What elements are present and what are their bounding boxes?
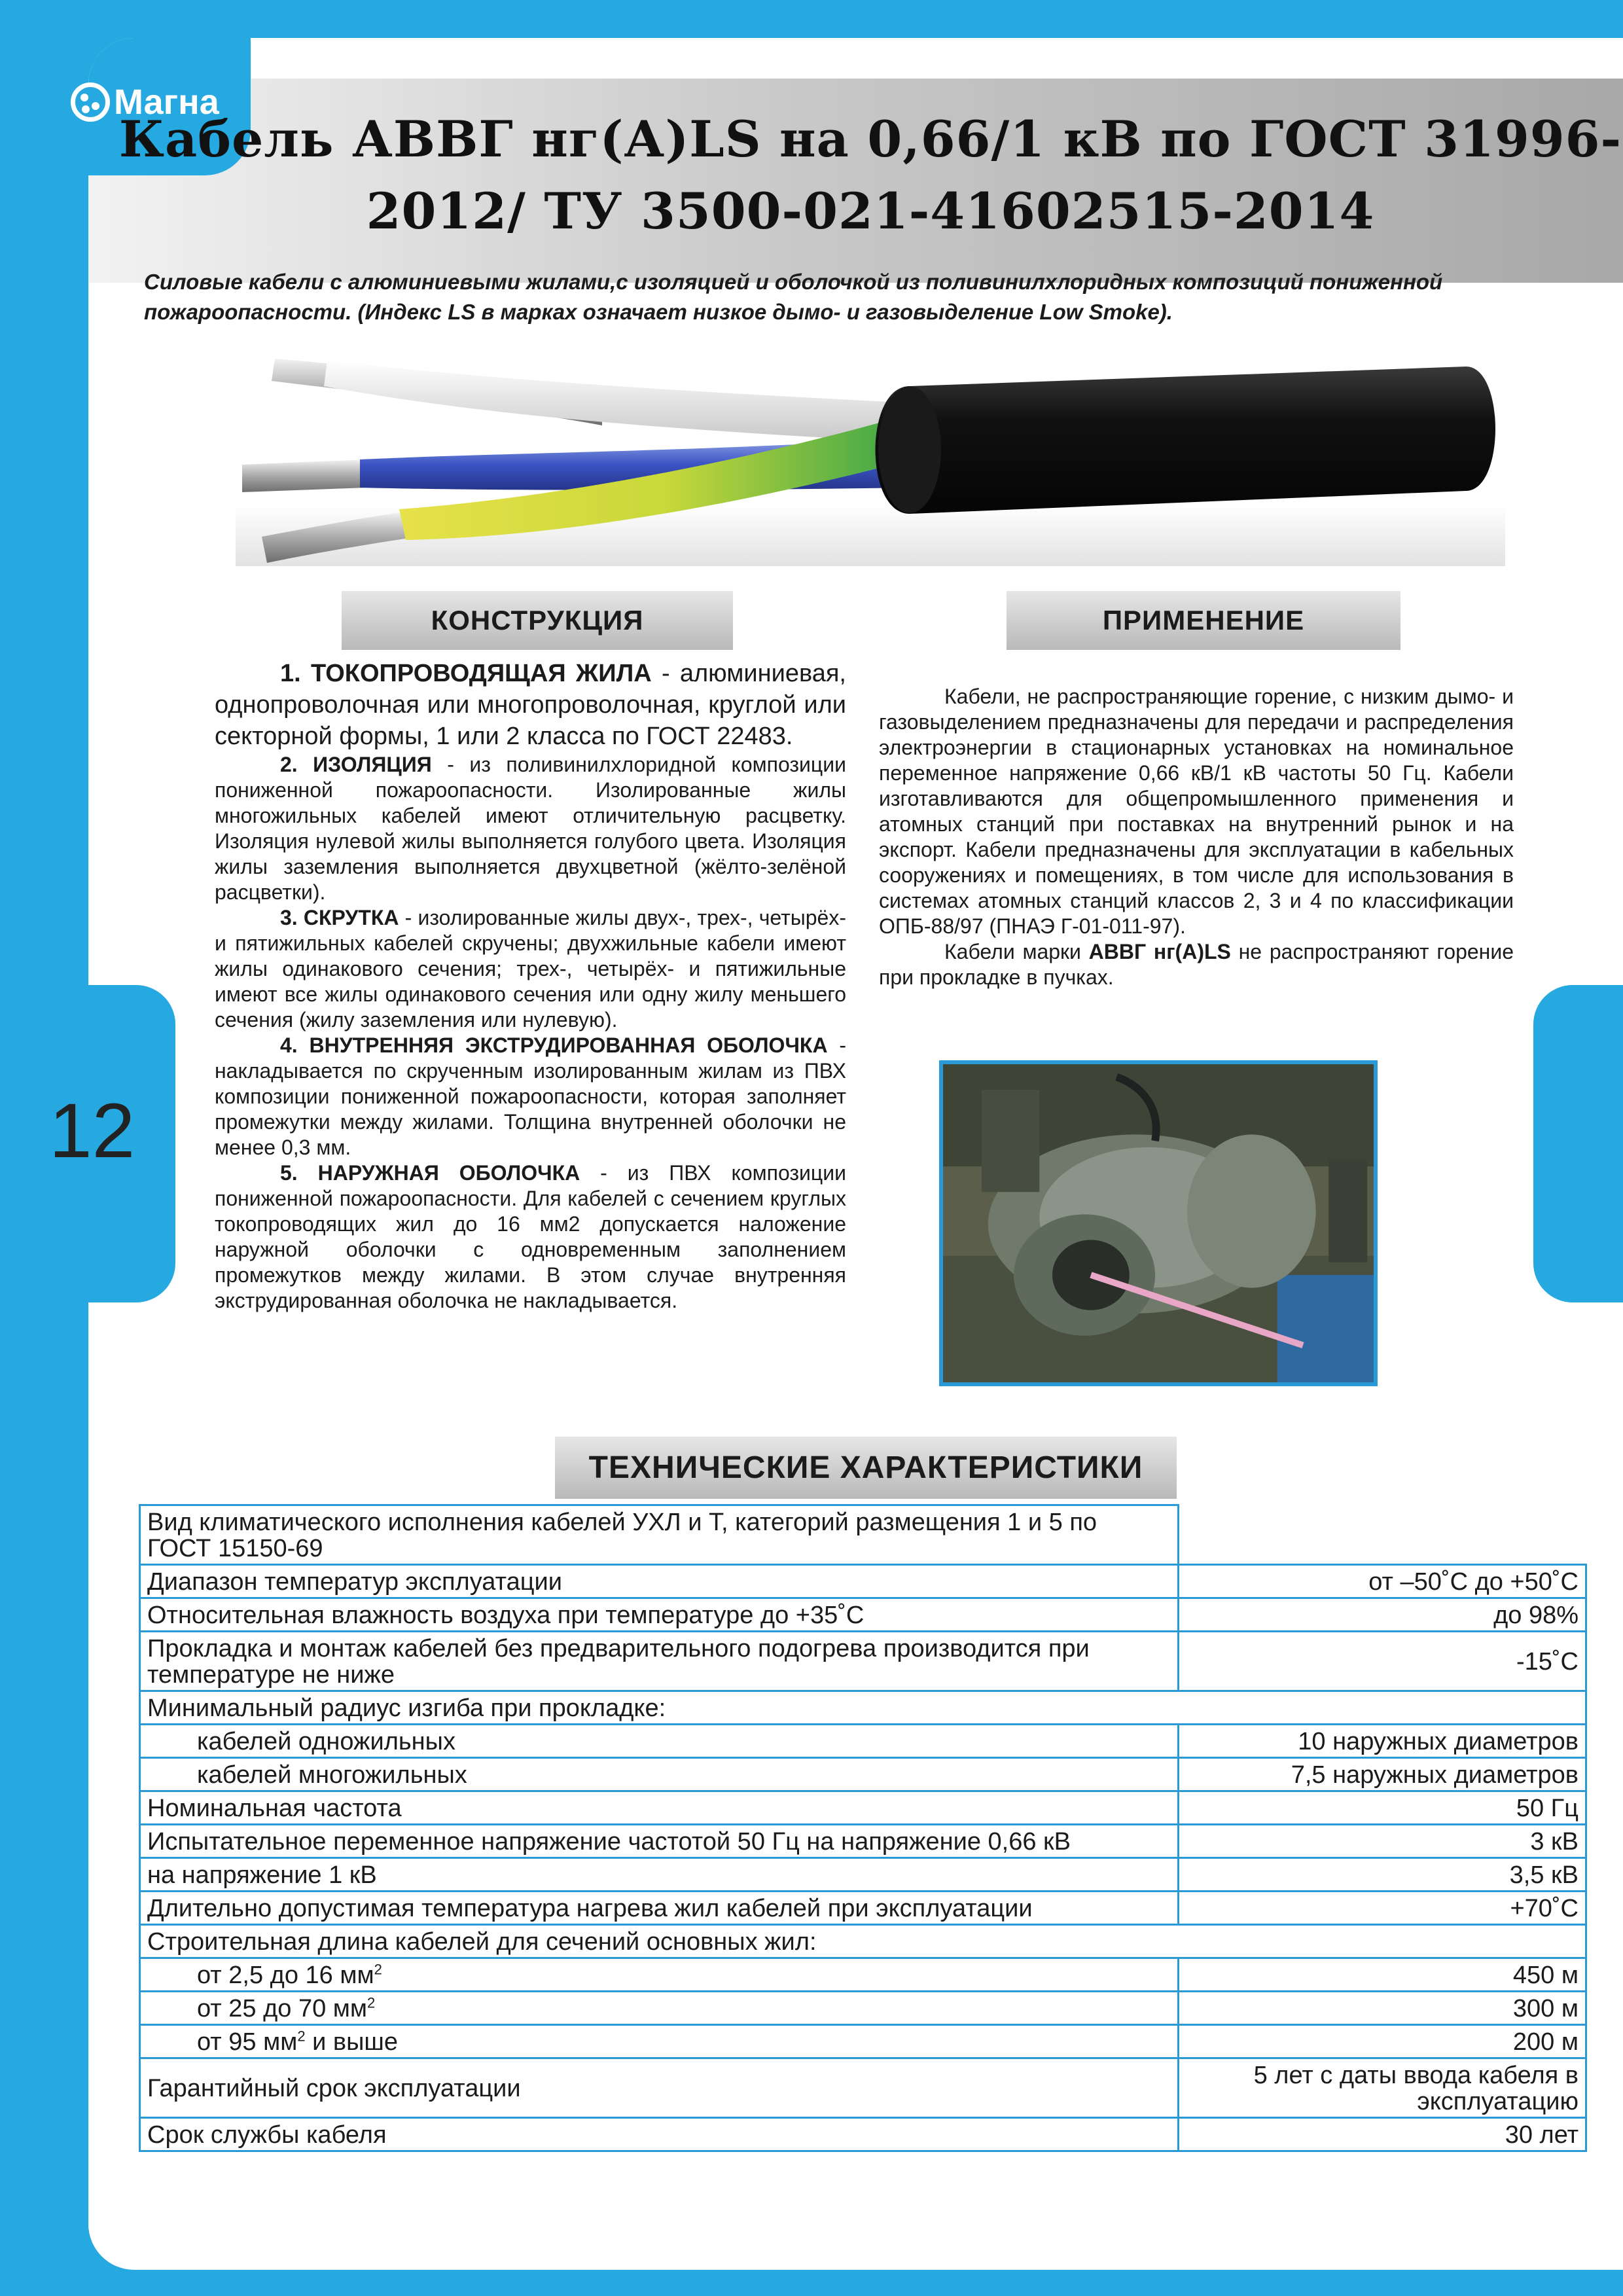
table-row: кабелей одножильных 10 наружных диаметров xyxy=(140,1725,1586,1758)
construction-item-5: 5. НАРУЖНАЯ ОБОЛОЧКА - из ПВХ композиции пониженной пожароопасности. Для кабелей с сечением круглых токопроводящих жил до 16 мм2 допускается наложение наружной оболочки с одновременным заполнением промежутков между жилами. В этом случае внутренняя экструдированная оболочка не накладывается. xyxy=(215,1161,847,1312)
table-row: от 2,5 до 16 $мм^2$ 450 м xyxy=(140,1958,1586,1992)
construction-text xyxy=(215,658,846,1314)
table-row: Вид климатического исполнения кабелей УХЛ и Т, категорий размещения 1 и 5 по ГОСТ 15150-69 xyxy=(140,1505,1586,1565)
title-line-2: 2012/ ТУ 3500-021-41602515-2014 xyxy=(366,182,1375,240)
application-heading: ПРИМЕНЕНИЕ xyxy=(1007,591,1400,650)
logo-text: Магна xyxy=(114,82,219,122)
table-row: Испытательное переменное напряжение частотой 50 Гц на напряжение 0,66 кВ 3 кВ xyxy=(140,1825,1586,1858)
table-row: Срок службы кабеля 30 лет xyxy=(140,2118,1586,2151)
table-row: на напряжение 1 кВ 3,5 кВ xyxy=(140,1858,1586,1892)
subtitle: Силовые кабели с алюминиевыми жилами,с изоляцией и оболочкой из поливинилхлоридных композиций пониженной пожароопасности. (Индекс LS в марках означает низкое дымо- и газовыделение Low Smoke). xyxy=(144,270,1443,324)
application-text xyxy=(879,684,1514,990)
table-row: от 95 $мм^2$ и выше 200 м xyxy=(140,2025,1586,2058)
table-row: кабелей многожильных 7,5 наружных диаметров xyxy=(140,1758,1586,1791)
table-row: Длительно допустимая температура нагрева жил кабелей при эксплуатации +70˚С xyxy=(140,1892,1586,1925)
cable-image xyxy=(236,340,1505,566)
table-row: Гарантийный срок эксплуатации 5 лет с даты ввода кабеля в эксплуатацию xyxy=(140,2058,1586,2118)
table-row: от 25 до 70 $мм^2$ 300 м xyxy=(140,1992,1586,2025)
right-side-tab xyxy=(1533,985,1623,1302)
construction-item-4: 4. ВНУТРЕННЯЯ ЭКСТРУДИРОВАННАЯ ОБОЛОЧКА - накладывается по скрученным изолированным жилам из ПВХ композиции пониженной пожароопасности, которая заполняет промежутки между жилами. Толщина внутренней оболочки не менее 0,3 мм. xyxy=(215,1033,846,1159)
table-row: Относительная влажность воздуха при температуре до +35˚С до 98% xyxy=(140,1598,1586,1632)
table-row: Номинальная частота 50 Гц xyxy=(140,1791,1586,1825)
page-title xyxy=(0,103,1623,247)
construction-heading: КОНСТРУКЦИЯ xyxy=(342,591,733,650)
tech-heading: ТЕХНИЧЕСКИЕ ХАРАКТЕРИСТИКИ xyxy=(555,1437,1177,1499)
page-number: 12 xyxy=(49,1088,135,1174)
construction-item-1: 1. ТОКОПРОВОДЯЩАЯ ЖИЛА - алюминиевая, однопроволочная или многопроволочная, круглой или секторной формы, 1 или 2 класса по ГОСТ 22483. xyxy=(215,660,846,750)
table-row: Прокладка и монтаж кабелей без предварительного подогрева производится при температуре не ниже -15˚С xyxy=(140,1632,1586,1691)
table-row: Диапазон температур эксплуатации от –50˚С до +50˚С xyxy=(140,1565,1586,1598)
factory-photo xyxy=(939,1060,1378,1386)
title-line-1: Кабель АВВГ нг(А)LS на 0,66/1 кВ по ГОСТ 31996- xyxy=(118,110,1622,168)
construction-item-2: 2. ИЗОЛЯЦИЯ - из поливинилхлоридной композиции пониженной пожароопасности. Изолированные жилы многожильных кабелей имеют отличительную расцветку. Изоляция нулевой жилы выполняется голубого цвета. Изоляция жилы заземления выполняется двухцветной (жёлто-зелёной расцветки). xyxy=(215,753,847,904)
table-row: Минимальный радиус изгиба при прокладке: xyxy=(140,1691,1586,1725)
tech-specs-table xyxy=(139,1504,1587,2152)
construction-item-3: 3. СКРУТКА - изолированные жилы двух-, трех-, четырёх- и пятижильных кабелей скручены; двухжильные кабели имеют жилы одинакового сечения; трех-, четырёх- и пятижильные имеют все жилы одинакового сечения или одну жилу меньшего сечения (жилу заземления или нулевую). xyxy=(215,906,847,1031)
application-paragraph-2: Кабели марки АВВГ нг(А)LS не распространяют горение при прокладке в пучках. xyxy=(879,940,1514,989)
table-row: Строительная длина кабелей для сечений основных жил: xyxy=(140,1925,1586,1958)
application-paragraph-1: Кабели, не распространяющие горение, с низким дымо- и газовыделением предназначены для передачи и распределения электроэнергии в стационарных установках на номинальное переменное напряжение 0,66 кВ/1 кВ частоты 50 Гц. Кабели изготавливаются для общепромышленного применения и атомных станций при поставках на внутренний рынок и на экспорт. Кабели предназначены для эксплуатации в кабельных сооружениях и помещениях, в том числе для использования в системах атомных станций классов 2, 3 и 4 по классификации ОПБ-88/97 (ПНАЭ Г-01-011-97). xyxy=(879,685,1514,938)
